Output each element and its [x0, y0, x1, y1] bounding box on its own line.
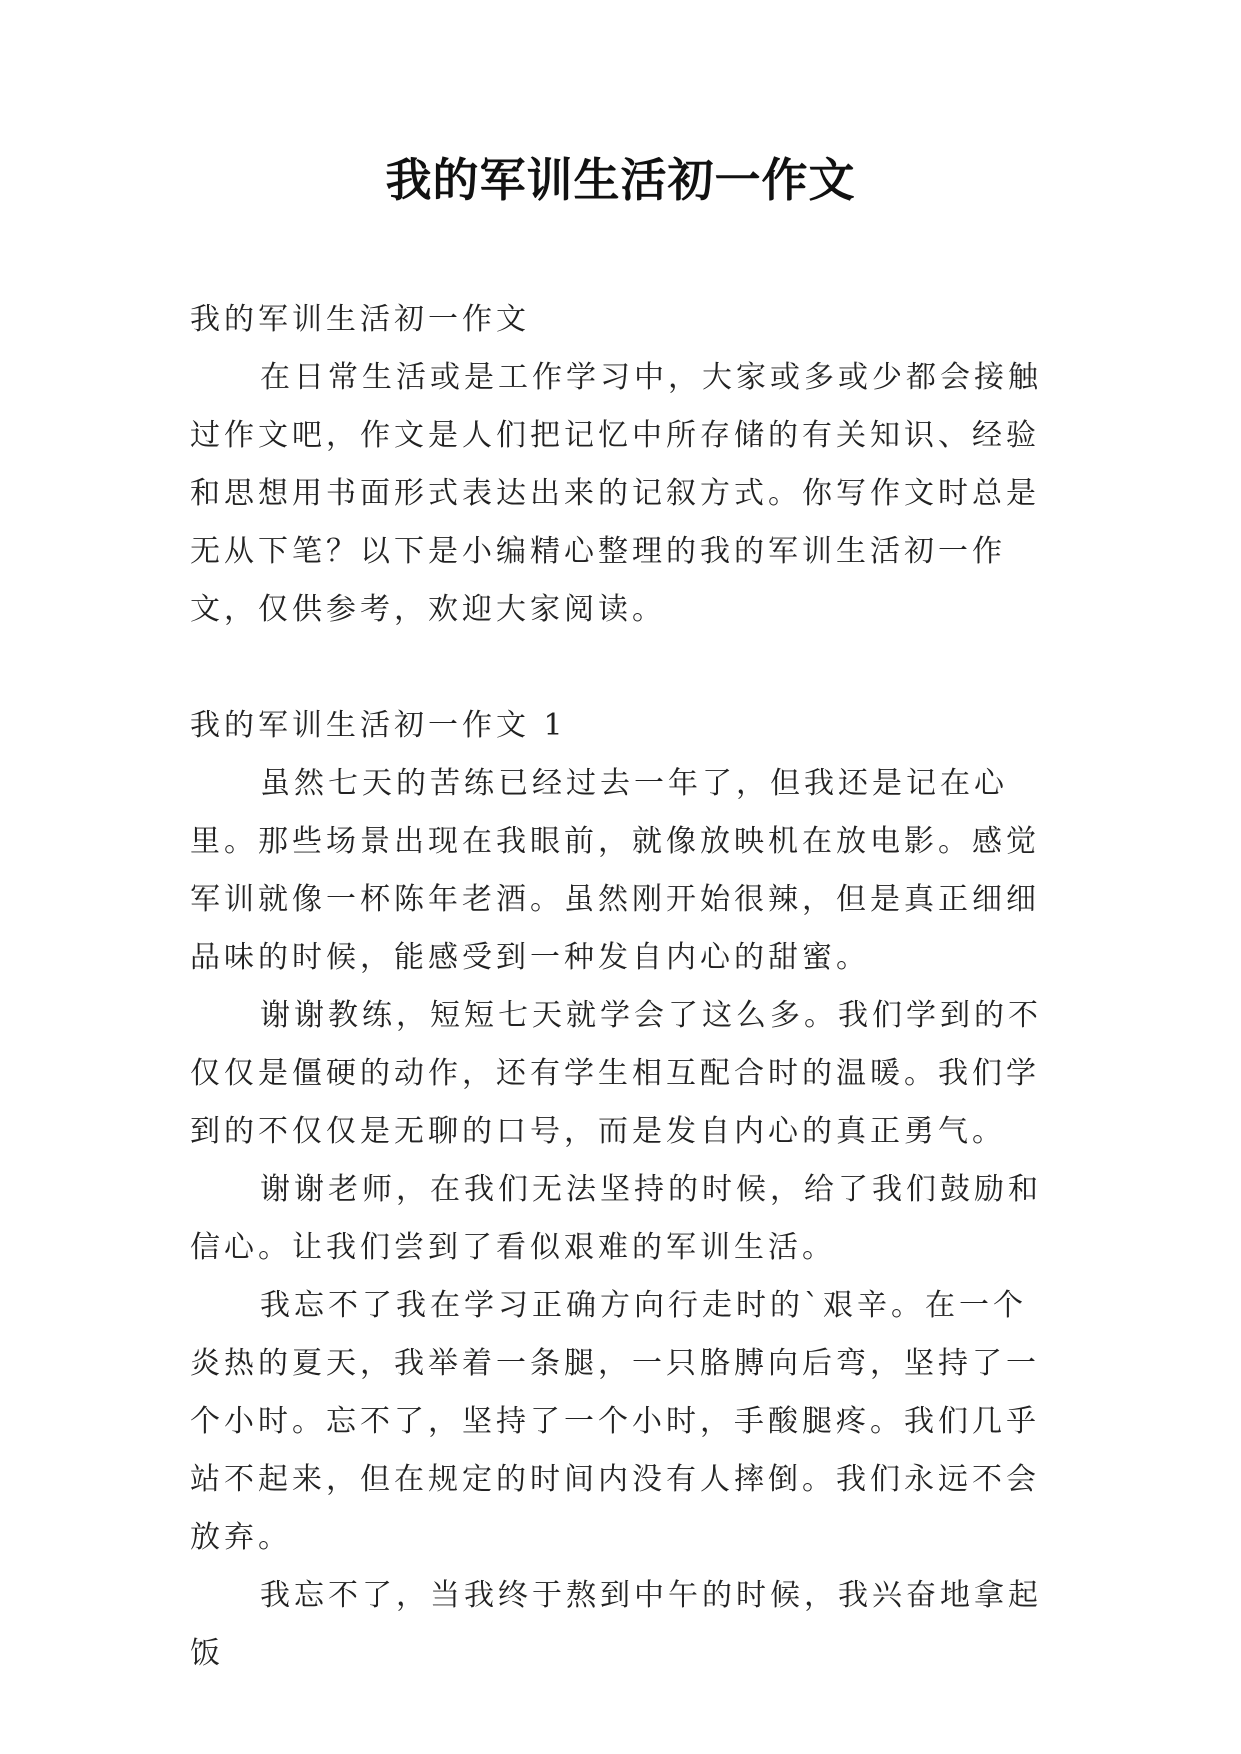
document-title: 我的军训生活初一作文 [385, 153, 856, 207]
intro-paragraph: 在日常生活或是工作学习中，大家或多或少都会接触过作文吧，作文是人们把记忆中所存储的有关知识、经验和思想用书面形式表达出来的记叙方式。你写作文时总是无从下笔？以下是小编精心整理的我的军训生活初一作文，仅供参考，欢迎大家阅读。 [190, 360, 1042, 627]
body-paragraph: 我忘不了，当我终于熬到中午的时候，我兴奋地拿起饭 [190, 1578, 1042, 1671]
section-heading: 我的军训生活初一作文 1 [190, 708, 567, 743]
intro-heading: 我的军训生活初一作文 [190, 302, 530, 337]
body-paragraph: 虽然七天的苦练已经过去一年了，但我还是记在心里。那些场景出现在我眼前，就像放映机在放电影。感觉军训就像一杯陈年老酒。虽然刚开始很辣，但是真正细细品味的时候，能感受到一种发自内心的甜蜜。 [190, 766, 1040, 975]
body-paragraph: 我忘不了我在学习正确方向行走时的`艰辛。在一个炎热的夏天，我举着一条腿，一只胳膊向后弯，坚持了一个小时。忘不了，坚持了一个小时，手酸腿疼。我们几乎站不起来，但在规定的时间内没有人摔倒。我们永远不会放弃。 [190, 1288, 1040, 1555]
section-gap [190, 639, 1050, 697]
body-paragraph: 谢谢教练，短短七天就学会了这么多。我们学到的不仅仅是僵硬的动作，还有学生相互配合时的温暖。我们学到的不仅仅是无聊的口号，而是发自内心的真正勇气。 [190, 998, 1042, 1149]
body-paragraph: 谢谢老师，在我们无法坚持的时候，给了我们鼓励和信心。让我们尝到了看似艰难的军训生活。 [190, 1172, 1042, 1265]
document-body [190, 291, 1050, 1683]
